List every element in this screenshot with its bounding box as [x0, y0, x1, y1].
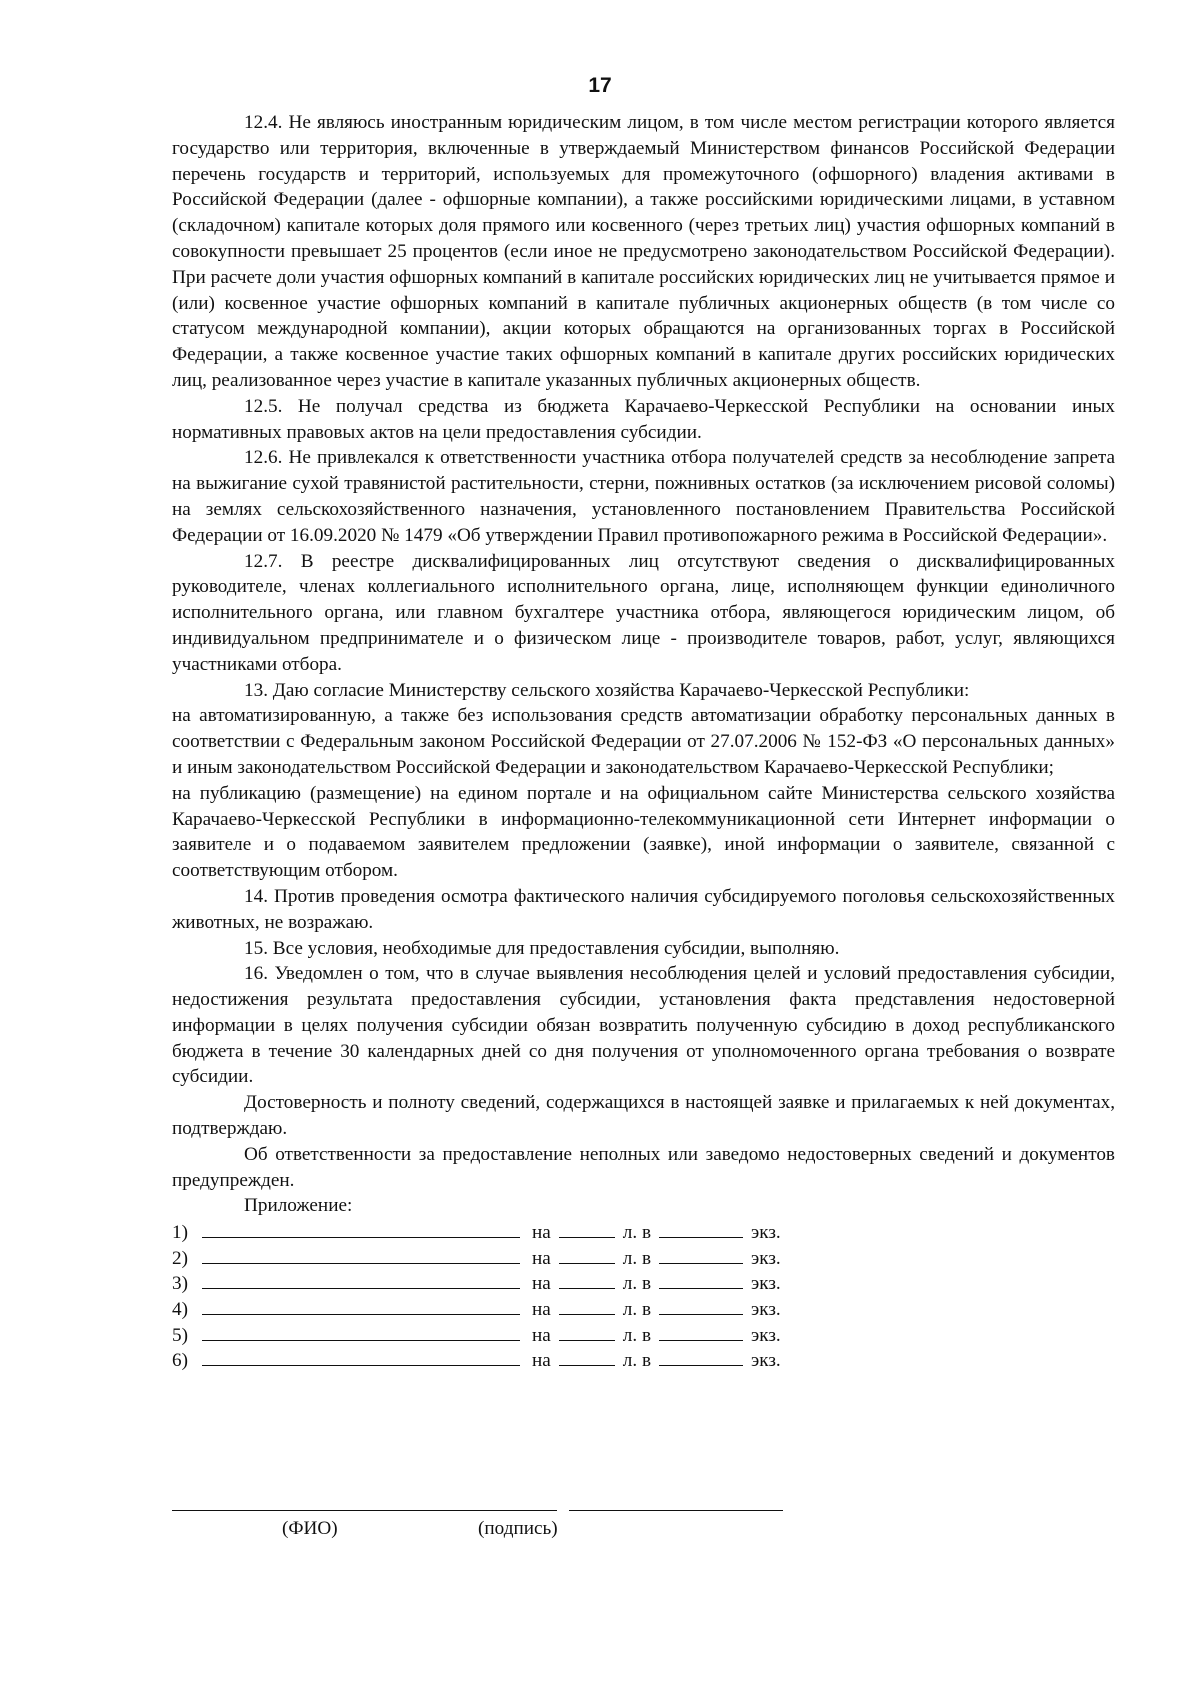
attachment-word-sheets: л. в	[622, 1222, 652, 1244]
fio-label: (ФИО)	[282, 1518, 338, 1539]
attachment-copies-blank[interactable]	[659, 1322, 743, 1341]
attachment-number: 6)	[172, 1350, 188, 1372]
attachment-word-copies: экз.	[751, 1299, 781, 1321]
attachment-copies-blank[interactable]	[659, 1270, 743, 1289]
attachment-word-sheets: л. в	[622, 1299, 652, 1321]
attachment-name-blank[interactable]	[202, 1296, 520, 1315]
attachment-sheets-blank[interactable]	[559, 1219, 615, 1238]
attachment-number: 4)	[172, 1299, 188, 1321]
attachment-name-blank[interactable]	[202, 1245, 520, 1264]
paragraph-12-6: 12.6. Не привлекался к ответственности участника отбора получателей средств за несоблюдение запрета на выжигание сухой травянистой растительности, стерни, пожнивных остатков (за исключением рисовой соломы) на землях сельскохозяйственного назначения, установленного постановлением Правительства Российской Федерации от 16.09.2020 № 1479 «Об утверждении Правил противопожарного режима в Российской Федерации».	[172, 447, 1115, 546]
attachment-row[interactable]	[172, 1347, 1115, 1373]
attachment-word-copies: экз.	[751, 1324, 781, 1346]
paragraph-12-7: 12.7. В реестре дисквалифицированных лиц отсутствуют сведения о дисквалифицированных руководителе, членах коллегиального исполнительного органа, лице, исполняющем функции единоличного исполнительного органа, или главном бухгалтере участника отбора, являющегося юридическим лицом, об индивидуальном предпринимателе и о физическом лице - производителе товаров, работ, услуг, являющихся участниками отбора.	[172, 550, 1115, 675]
attachment-copies-blank[interactable]	[659, 1219, 743, 1238]
attachment-row[interactable]	[172, 1322, 1115, 1348]
signature-line[interactable]	[569, 1510, 783, 1511]
document-body	[172, 110, 1115, 1373]
paragraph-13-processing: на автоматизированную, а также без использования средств автоматизации обработку персональных данных в соответствии с Федеральным законом Российской Федерации от 27.07.2006 № 152-ФЗ «О персональных данных» и иным законодательством Российской Федерации и законодательством Карачаево-Черкесской Республики;	[172, 705, 1115, 778]
paragraph-13-publication: на публикацию (размещение) на едином портале и на официальном сайте Министерства сельского хозяйства Карачаево-Черкесской Республики в информационно-телекоммуникационной сети Интернет информации о заявителе и о подаваемом заявителем предложении (заявке), иной информации о заявителе, связанной с соответствующим отбором.	[172, 782, 1115, 882]
attachment-word-on: на	[532, 1273, 551, 1295]
signature-label: (подпись)	[478, 1518, 558, 1539]
attachment-sheets-blank[interactable]	[559, 1245, 615, 1264]
attachment-row[interactable]	[172, 1219, 1115, 1245]
paragraph-14: 14. Против проведения осмотра фактического наличия субсидируемого поголовья сельскохозяйственных животных, не возражаю.	[172, 885, 1115, 933]
paragraph-13: 13. Даю согласие Министерству сельского хозяйства Карачаево-Черкесской Республики:	[244, 679, 970, 701]
attachment-word-copies: экз.	[751, 1222, 781, 1244]
attachment-number: 1)	[172, 1222, 188, 1244]
attachments-list	[172, 1219, 1115, 1373]
attachment-name-blank[interactable]	[202, 1270, 520, 1289]
attachment-sheets-blank[interactable]	[559, 1270, 615, 1289]
attachment-word-sheets: л. в	[622, 1350, 652, 1372]
attachment-sheets-blank[interactable]	[559, 1322, 615, 1341]
paragraph-warning: Об ответственности за предоставление неполных или заведомо недостоверных сведений и документов предупрежден.	[172, 1143, 1115, 1191]
attachment-name-blank[interactable]	[202, 1219, 520, 1238]
paragraph-12-4: 12.4. Не являюсь иностранным юридическим лицом, в том числе местом регистрации которого является государство или территория, включенные в утверждаемый Министерством финансов Российской Федерации перечень государств и территорий, используемых для промежуточного (офшорного) владения активами в Российской Федерации (далее - офшорные компании), а также российскими юридическими лицами, в уставном (складочном) капитале которых доля прямого или косвенного (через третьих лиц) участия офшорных компаний в совокупности превышает 25 процентов (если иное не предусмотрено законодательством Российской Федерации). При расчете доли участия офшорных компаний в капитале российских юридических лиц не учитывается прямое и (или) косвенное участие офшорных компаний в капитале публичных акционерных обществ (в том числе со статусом международной компании), акции которых обращаются на организованных торгах в Российской Федерации, а также косвенное участие таких офшорных компаний в капитале других российских юридических лиц, реализованное через участие в капитале указанных публичных акционерных обществ.	[172, 112, 1115, 391]
attachment-word-on: на	[532, 1350, 551, 1372]
attachment-word-on: на	[532, 1324, 551, 1346]
attachment-number: 5)	[172, 1324, 188, 1346]
attachment-word-on: на	[532, 1247, 551, 1269]
attachment-word-on: на	[532, 1222, 551, 1244]
paragraph-16: 16. Уведомлен о том, что в случае выявления несоблюдения целей и условий предоставления субсидии, недостижения результата предоставления субсидии, установления факта представления недостоверной информации в целях получения субсидии обязан возвратить полученную субсидию в доход республиканского бюджета в течение 30 календарных дней со дня получения от уполномоченного органа требования о возврате субсидии.	[172, 963, 1115, 1088]
signature-block	[172, 1510, 792, 1570]
fio-line[interactable]	[172, 1510, 557, 1511]
attachment-row[interactable]	[172, 1296, 1115, 1322]
attachment-word-on: на	[532, 1299, 551, 1321]
attachment-name-blank[interactable]	[202, 1347, 520, 1366]
attachments-heading: Приложение:	[244, 1195, 353, 1217]
attachment-row[interactable]	[172, 1245, 1115, 1271]
page-number: 17	[588, 74, 612, 97]
paragraph-confirm: Достоверность и полноту сведений, содержащихся в настоящей заявке и прилагаемых к ней документах, подтверждаю.	[172, 1092, 1115, 1140]
attachment-word-sheets: л. в	[622, 1247, 652, 1269]
attachment-name-blank[interactable]	[202, 1322, 520, 1341]
attachment-copies-blank[interactable]	[659, 1347, 743, 1366]
attachment-copies-blank[interactable]	[659, 1296, 743, 1315]
attachment-word-sheets: л. в	[622, 1273, 652, 1295]
attachment-copies-blank[interactable]	[659, 1245, 743, 1264]
attachment-word-sheets: л. в	[622, 1324, 652, 1346]
paragraph-12-5: 12.5. Не получал средства из бюджета Карачаево-Черкесской Республики на основании иных нормативных правовых актов на цели предоставления субсидии.	[172, 395, 1115, 443]
attachment-word-copies: экз.	[751, 1350, 781, 1372]
attachment-word-copies: экз.	[751, 1247, 781, 1269]
attachment-word-copies: экз.	[751, 1273, 781, 1295]
paragraph-15: 15. Все условия, необходимые для предоставления субсидии, выполняю.	[244, 937, 840, 959]
attachment-number: 2)	[172, 1247, 188, 1269]
attachment-sheets-blank[interactable]	[559, 1296, 615, 1315]
attachment-number: 3)	[172, 1273, 188, 1295]
attachment-sheets-blank[interactable]	[559, 1347, 615, 1366]
attachment-row[interactable]	[172, 1270, 1115, 1296]
